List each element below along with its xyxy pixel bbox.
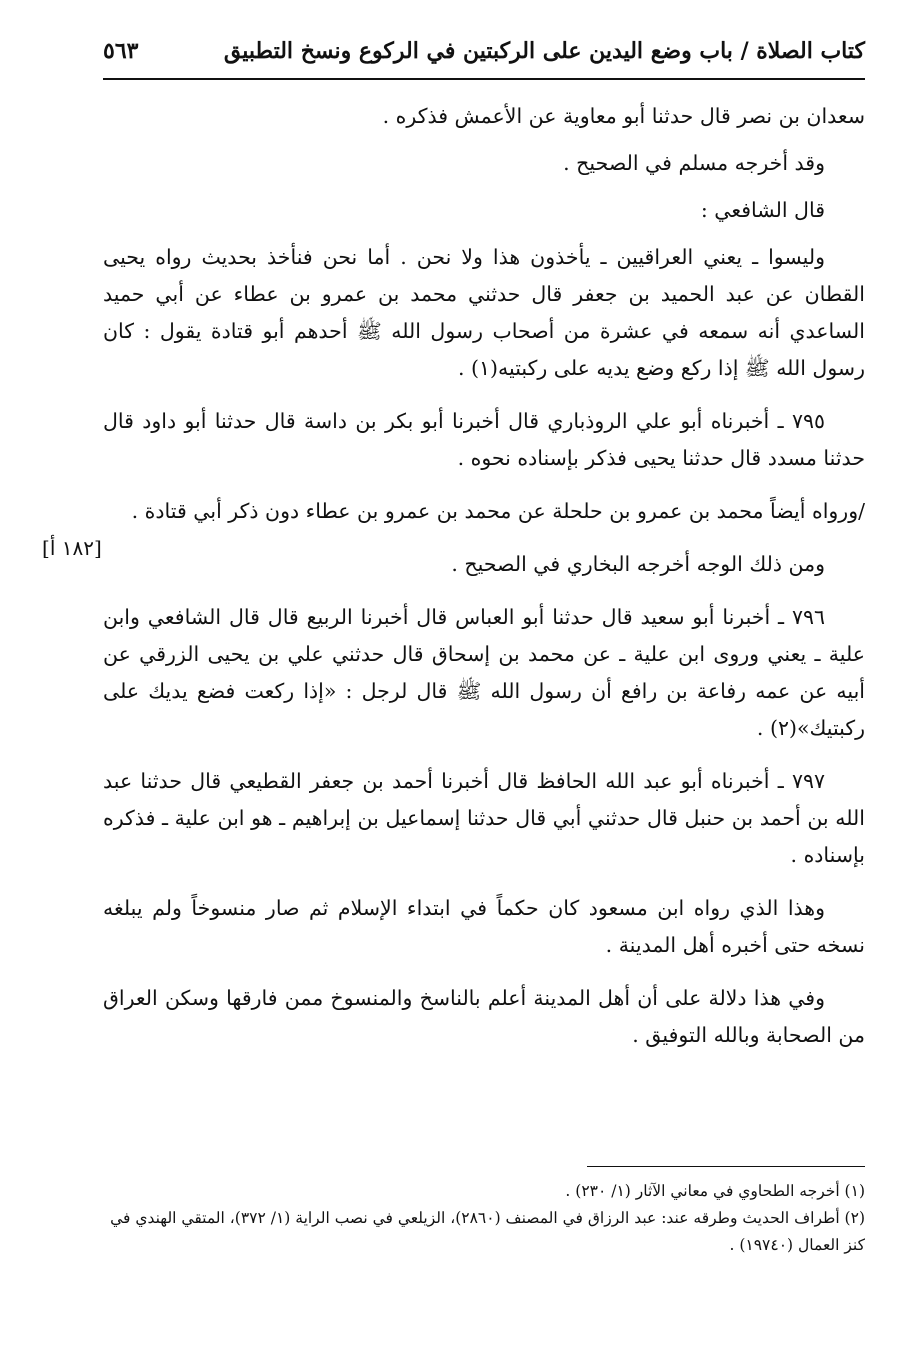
page-number: ٥٦٣ — [103, 38, 139, 64]
paragraph: /ورواه أيضاً محمد بن عمرو بن حلحلة عن محمد بن عمرو بن عطاء دون ذكر أبي قتادة . — [131, 499, 865, 523]
paragraph: وفي هذا دلالة على أن أهل المدينة أعلم بالناسخ والمنسوخ ممن فارقها وسكن العراق من الصحابة وبالله التوفيق . — [103, 986, 865, 1047]
paragraph: سعدان بن نصر قال حدثنا أبو معاوية عن الأعمش فذكره . — [382, 104, 865, 128]
paragraph: وليسوا ـ يعني العراقيين ـ يأخذون هذا ولا نحن . أما نحن فنأخذ بحديث رواه يحيى القطان عن عبد الحميد بن جعفر قال حدثني محمد بن عمرو بن عطاء عن أبي حميد الساعدي أنه سمعه في عشرة من أصحاب رسول الله ﷺ أحدهم أبو قتادة يقول : كان رسول الله ﷺ إذا ركع وضع يديه على ركبتيه(١) . — [103, 245, 865, 380]
paragraph: ٧٩٧ ـ أخبرناه أبو عبد الله الحافظ قال أخبرنا أحمد بن جعفر القطيعي قال حدثنا عبد الله بن أحمد بن حنبل قال حدثني أبي قال حدثنا إسماعيل بن إبراهيم ـ هو ابن علية ـ فذكره بإسناده . — [103, 769, 865, 867]
footnote-divider — [587, 1166, 865, 1167]
manuscript-folio-marker: [١٨٢ أ] — [42, 536, 102, 560]
header-divider — [103, 78, 865, 80]
paragraph: وقد أخرجه مسلم في الصحيح . — [563, 151, 825, 175]
paragraph: ٧٩٥ ـ أخبرناه أبو علي الروذباري قال أخبرنا أبو بكر بن داسة قال حدثنا أبو داود قال حدثنا مسدد قال حدثنا يحيى فذكر بإسناده نحوه . — [103, 409, 865, 470]
paragraph: ٧٩٦ ـ أخبرنا أبو سعيد قال حدثنا أبو العباس قال أخبرنا الربيع قال قال الشافعي وابن علية ـ يعني وروى ابن علية ـ عن محمد بن إسحاق قال حدثني علي بن يحيى الزرقي عن أبيه عن عمه رفاعة بن رافع أن رسول الله ﷺ قال لرجل : «إذا ركعت فضع يديك على ركبتيك»(٢) . — [103, 605, 865, 740]
footnote: (٢) أطراف الحديث وطرقه عند: عبد الرزاق في المصنف (٢٨٦٠)، الزيلعي في نصب الراية (١/ ٣٧٢)، المتقي الهندي في كنز العمال (١٩٧٤٠) . — [110, 1209, 865, 1254]
footnotes — [103, 1178, 865, 1259]
footnote: (١) أخرجه الطحاوي في معاني الآثار (١/ ٢٣٠) . — [565, 1182, 865, 1200]
running-header — [103, 36, 865, 76]
paragraph: وهذا الذي رواه ابن مسعود كان حكماً في ابتداء الإسلام ثم صار منسوخاً ولم يبلغه نسخه حتى أخبره أهل المدينة . — [103, 896, 865, 957]
paragraph: ومن ذلك الوجه أخرجه البخاري في الصحيح . — [451, 552, 825, 576]
paragraph: قال الشافعي : — [700, 198, 825, 222]
chapter-title: كتاب الصلاة / باب وضع اليدين على الركبتين في الركوع ونسخ التطبيق — [223, 38, 865, 64]
main-text — [103, 98, 865, 1070]
